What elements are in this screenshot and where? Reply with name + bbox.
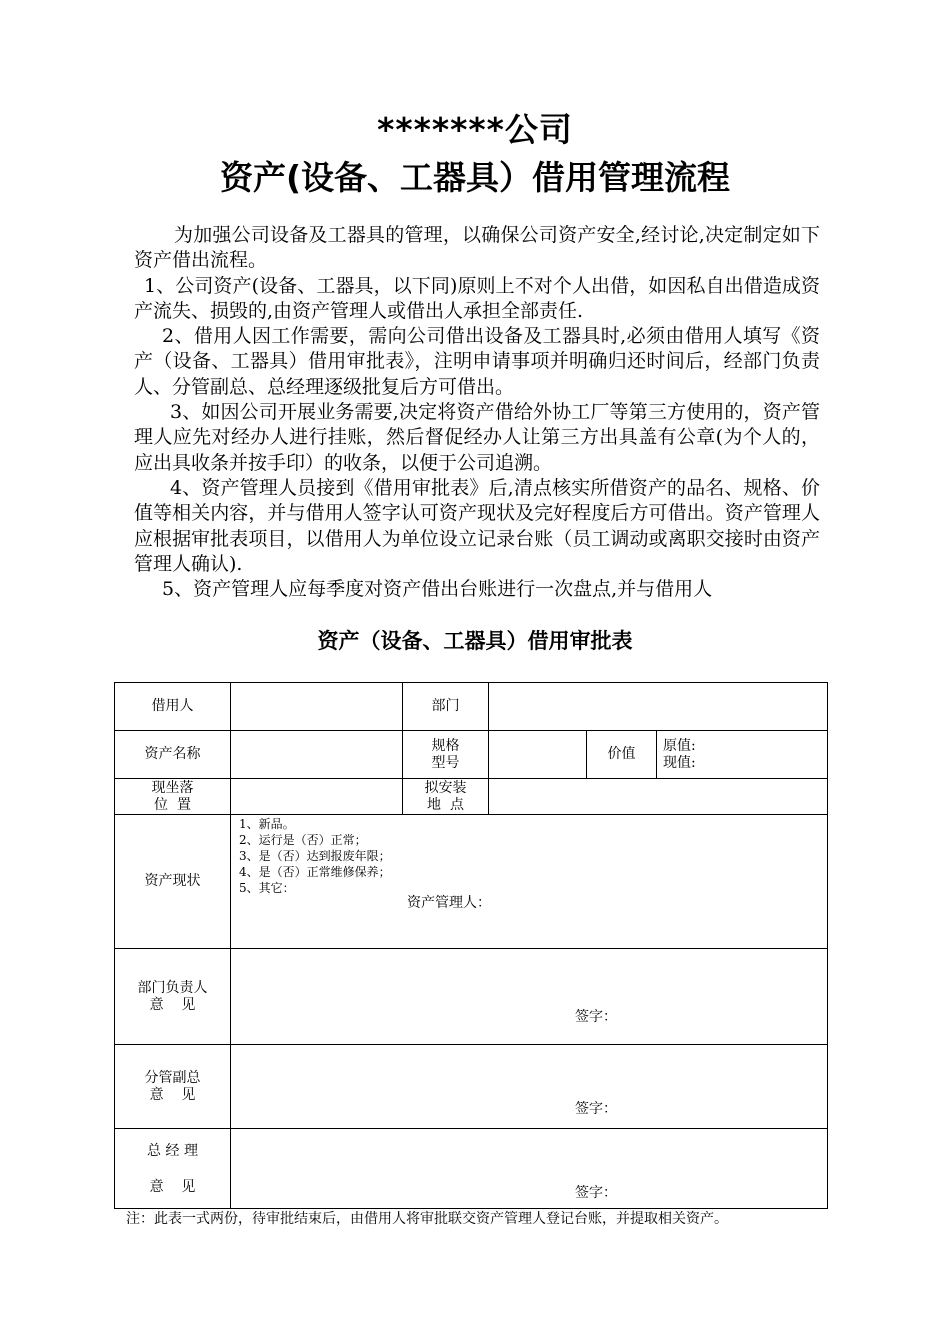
company-title: *******公司	[377, 110, 573, 149]
gm-line1: 总 经 理	[147, 1142, 198, 1159]
vp-line1: 分管副总	[144, 1069, 201, 1086]
vp-signature-label: 签字：	[575, 1101, 617, 1117]
install-location-label	[403, 779, 489, 815]
vp-label	[115, 1045, 231, 1129]
vp-opinion-field[interactable]	[231, 1045, 828, 1129]
department-field[interactable]	[489, 683, 828, 731]
status-option: 1、新品。	[239, 817, 295, 831]
asset-status-field[interactable]	[231, 815, 828, 949]
rule-5: 5、资产管理人应每季度对资产借出台账进行一次盘点,并与借用人	[162, 578, 713, 601]
gm-line2: 意 见	[149, 1178, 196, 1195]
form-note: 注：此表一式两份，待审批结束后，由借用人将审批联交资产管理人登记台账，并提取相关资产。	[126, 1211, 728, 1227]
borrower-label: 借用人	[115, 683, 231, 731]
install-location-line1: 拟安装	[424, 779, 467, 796]
rule-3: 3、如因公司开展业务需要,决定将资产借给外协工厂等第三方使用的，资产管理人应先对经办人进行挂账，然后督促经办人让第三方出具盖有公章(为个人的，应出具收条并按手印）的收条，以便于公司追溯。	[134, 401, 820, 474]
form-row-dept-head	[115, 949, 828, 1045]
install-location-line2: 地 点	[427, 796, 464, 813]
gm-signature-label: 签字：	[575, 1185, 617, 1201]
form-row-location	[115, 779, 828, 815]
dept-head-line1: 部门负责人	[137, 979, 208, 996]
spec-model-field[interactable]	[489, 731, 587, 779]
form-row-borrower	[115, 683, 828, 731]
status-option: 2、运行是（否）正常；	[239, 833, 367, 847]
form-row-status	[115, 815, 828, 949]
install-location-field[interactable]	[489, 779, 828, 815]
current-location-line2: 位 置	[154, 796, 191, 813]
asset-name-field[interactable]	[231, 731, 403, 779]
spec-label-line2: 型号	[431, 754, 460, 771]
rule-4: 4、资产管理人员接到《借用审批表》后,清点核实所借资产的品名、规格、价值等相关内容，并与借用人签字认可资产现状及完好程度后方可借出。资产管理人应根据审批表项目，以借用人为单位设立记录台账（员工调动或离职交接时由资产管理人确认).	[134, 476, 820, 575]
rule-1: 1、公司资产(设备、工器具，以下同)原则上不对个人出借，如因私自出借造成资产流失、损毁的,由资产管理人或借出人承担全部责任.	[134, 274, 820, 322]
borrower-field[interactable]	[231, 683, 403, 731]
rule-2: 2、借用人因工作需要，需向公司借出设备及工器具时,必须由借用人填写《资产（设备、工器具）借用审批表》，注明申请事项并明确归还时间后，经部门负责人、分管副总、总经理逐级批复后方可借出。	[134, 325, 820, 398]
asset-name-label: 资产名称	[115, 731, 231, 779]
asset-manager-label: 资产管理人：	[407, 895, 491, 911]
form-row-vp	[115, 1045, 828, 1129]
form-row-asset	[115, 731, 828, 779]
value-field[interactable]	[657, 731, 828, 779]
current-location-line1: 现坐落	[151, 779, 194, 796]
dept-head-opinion-field[interactable]	[231, 949, 828, 1045]
current-location-field[interactable]	[231, 779, 403, 815]
approval-form-table	[114, 682, 828, 1209]
status-option: 4、是（否）正常维修保养；	[239, 865, 391, 879]
status-option: 3、是（否）达到报废年限；	[239, 849, 391, 863]
spec-model-label	[403, 731, 489, 779]
form-row-gm	[115, 1129, 828, 1209]
status-options-list	[231, 815, 827, 896]
status-option: 5、其它：	[239, 881, 295, 895]
current-location-label	[115, 779, 231, 815]
asset-status-label: 资产现状	[115, 815, 231, 949]
value-label: 价值	[587, 731, 657, 779]
intro-paragraph: 为加强公司设备及工器具的管理，以确保公司资产安全,经讨论,决定制定如下资产借出流程。	[134, 224, 820, 272]
gm-label	[115, 1129, 231, 1209]
vp-line2: 意 见	[149, 1086, 196, 1103]
gm-opinion-field[interactable]	[231, 1129, 828, 1209]
document-title: 资产(设备、工器具）借用管理流程	[219, 158, 731, 197]
dept-head-line2: 意 见	[149, 996, 196, 1013]
dept-head-label	[115, 949, 231, 1045]
body-text	[134, 223, 820, 602]
original-value-label: 原值:	[663, 737, 696, 754]
spec-label-line1: 规格	[431, 737, 460, 754]
form-title: 资产（设备、工器具）借用审批表	[317, 629, 633, 653]
department-label: 部门	[403, 683, 489, 731]
dept-head-signature-label: 签字：	[575, 1009, 617, 1025]
current-value-label: 现值:	[663, 754, 696, 771]
